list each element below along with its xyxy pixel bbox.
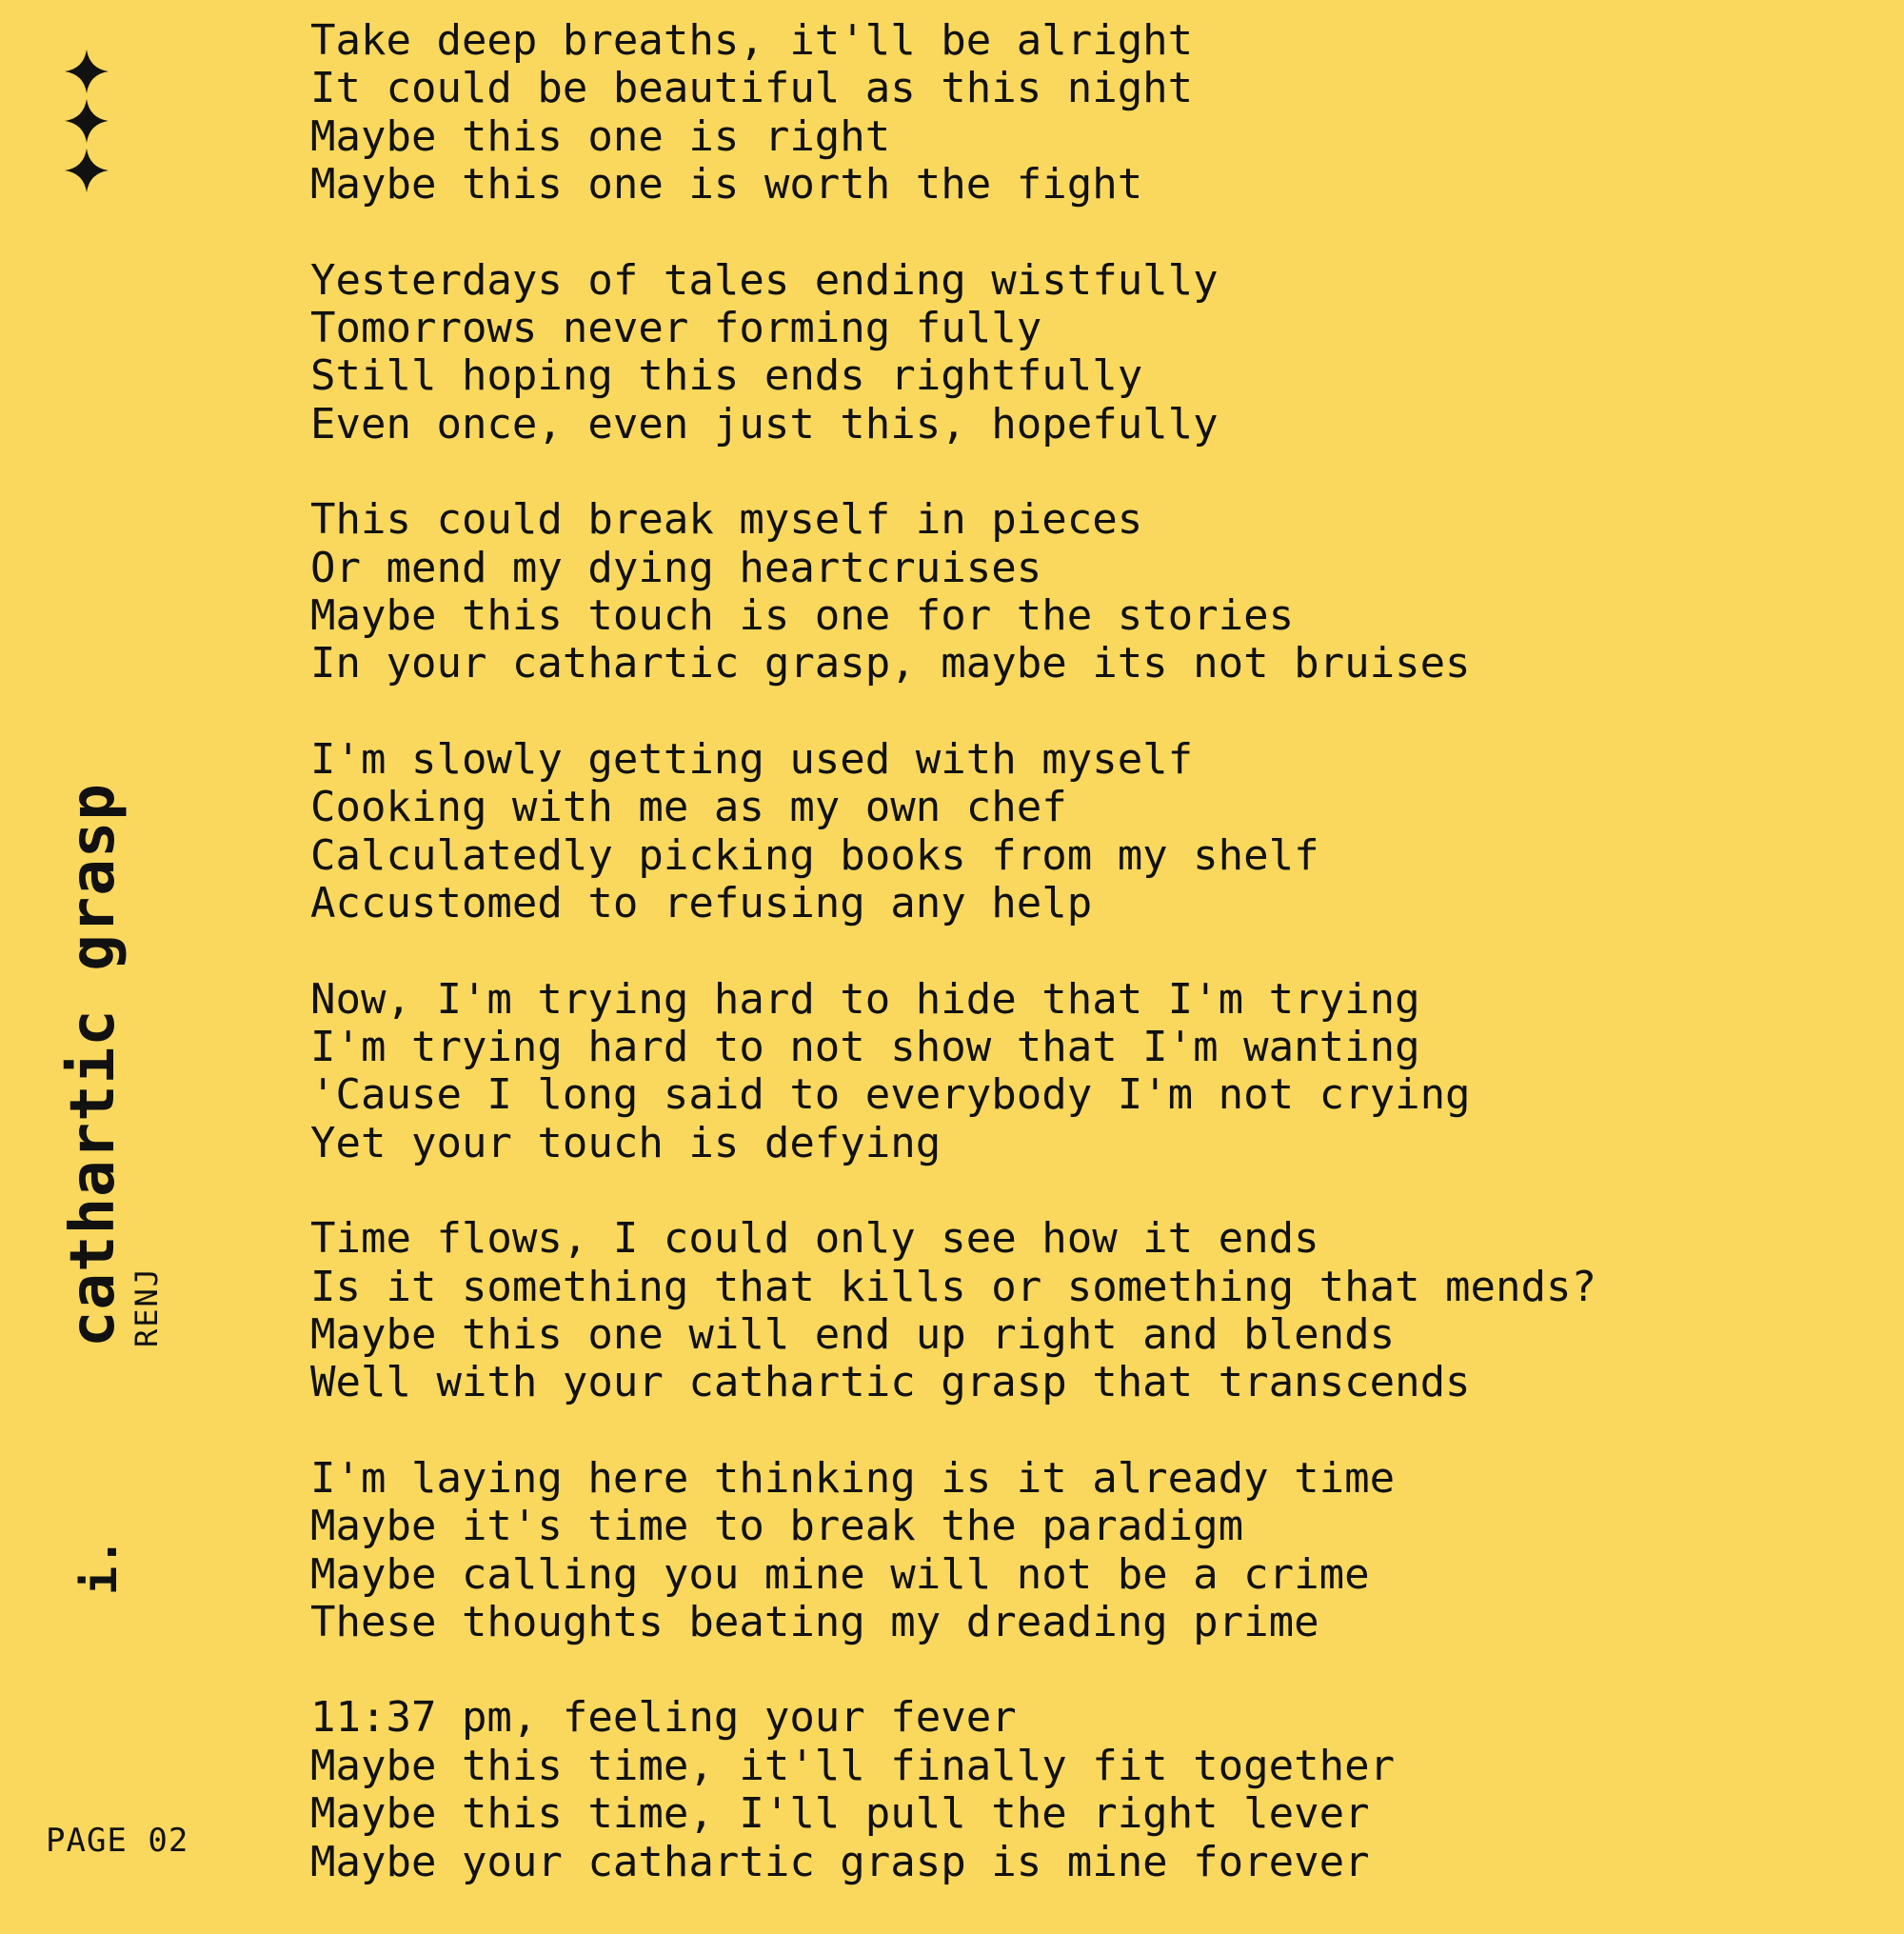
lyric-line: It could be beautiful as this night [310, 64, 1194, 113]
section-numeral-block [72, 1537, 128, 1595]
sparkle-icon [65, 99, 109, 143]
lyric-line: Time flows, I could only see how it ends [310, 1214, 1319, 1264]
lyric-line: Maybe it's time to break the paradigm [310, 1502, 1244, 1551]
stanza [310, 736, 1881, 928]
sparkle-stars-icon [65, 50, 109, 192]
stanza [310, 257, 1881, 449]
stanza [310, 1694, 1881, 1886]
page-number: PAGE 02 [46, 1822, 189, 1860]
lyric-line: Maybe calling you mine will not be a crime [310, 1549, 1370, 1599]
lyric-line: Is it something that kills or something that mends? [310, 1262, 1597, 1311]
poem-title: cathartic grasp [58, 783, 129, 1347]
lyric-line: 'Cause I long said to everybody I'm not crying [310, 1070, 1471, 1120]
lyric-line: In your cathartic grasp, maybe its not bruises [310, 639, 1471, 688]
lyric-line: I'm trying hard to not show that I'm wanting [310, 1022, 1420, 1071]
lyric-line: Maybe this touch is one for the stories [310, 591, 1295, 641]
lyrics-body [310, 17, 1881, 1934]
section-numeral: i. [72, 1537, 128, 1595]
lyric-line: Still hoping this ends rightfully [310, 351, 1143, 401]
lyric-line: Maybe this time, it'll finally fit together [310, 1741, 1396, 1790]
stanza [310, 976, 1881, 1168]
lyric-line: Yesterdays of tales ending wistfully [310, 255, 1219, 305]
stanza [310, 17, 1881, 209]
lyric-line: 11:37 pm, feeling your fever [310, 1693, 1017, 1743]
lyric-line: Take deep breaths, it'll be alright [310, 16, 1194, 65]
lyric-line: Maybe this one will end up right and blends [310, 1309, 1396, 1359]
lyric-line: Yet your touch is defying [310, 1118, 942, 1167]
lyric-line: Now, I'm trying hard to hide that I'm trying [310, 974, 1420, 1024]
sparkle-icon [65, 149, 109, 192]
stanza [310, 496, 1881, 688]
lyric-line: These thoughts beating my dreading prime [310, 1597, 1319, 1646]
lyric-line: This could break myself in pieces [310, 495, 1143, 545]
sparkle-stars-svg [65, 50, 109, 192]
lyric-line: Maybe this one is worth the fight [310, 160, 1143, 209]
lyric-line: I'm laying here thinking is it already time [310, 1453, 1396, 1503]
lyric-line: Maybe this one is right [310, 111, 891, 161]
sparkle-icon [65, 50, 109, 93]
lyric-line: Accustomed to refusing any help [310, 879, 1093, 928]
lyric-line: Maybe this time, I'll pull the right lever [310, 1789, 1370, 1839]
lyric-line: Well with your cathartic grasp that transcends [310, 1358, 1471, 1407]
side-title-block [58, 783, 165, 1347]
lyric-line: Maybe your cathartic grasp is mine forever [310, 1837, 1370, 1886]
lyric-line: Calculatedly picking books from my shelf [310, 830, 1319, 880]
author-name: RENJ [129, 1266, 165, 1347]
lyric-line: I'm slowly getting used with myself [310, 734, 1194, 784]
stanza [310, 1215, 1881, 1407]
lyric-line: Tomorrows never forming fully [310, 304, 1042, 353]
lyric-line: Even once, even just this, hopefully [310, 399, 1219, 449]
stanza [310, 1455, 1881, 1647]
lyric-line: Cooking with me as my own chef [310, 783, 1067, 832]
lyric-line: Or mend my dying heartcruises [310, 543, 1042, 592]
